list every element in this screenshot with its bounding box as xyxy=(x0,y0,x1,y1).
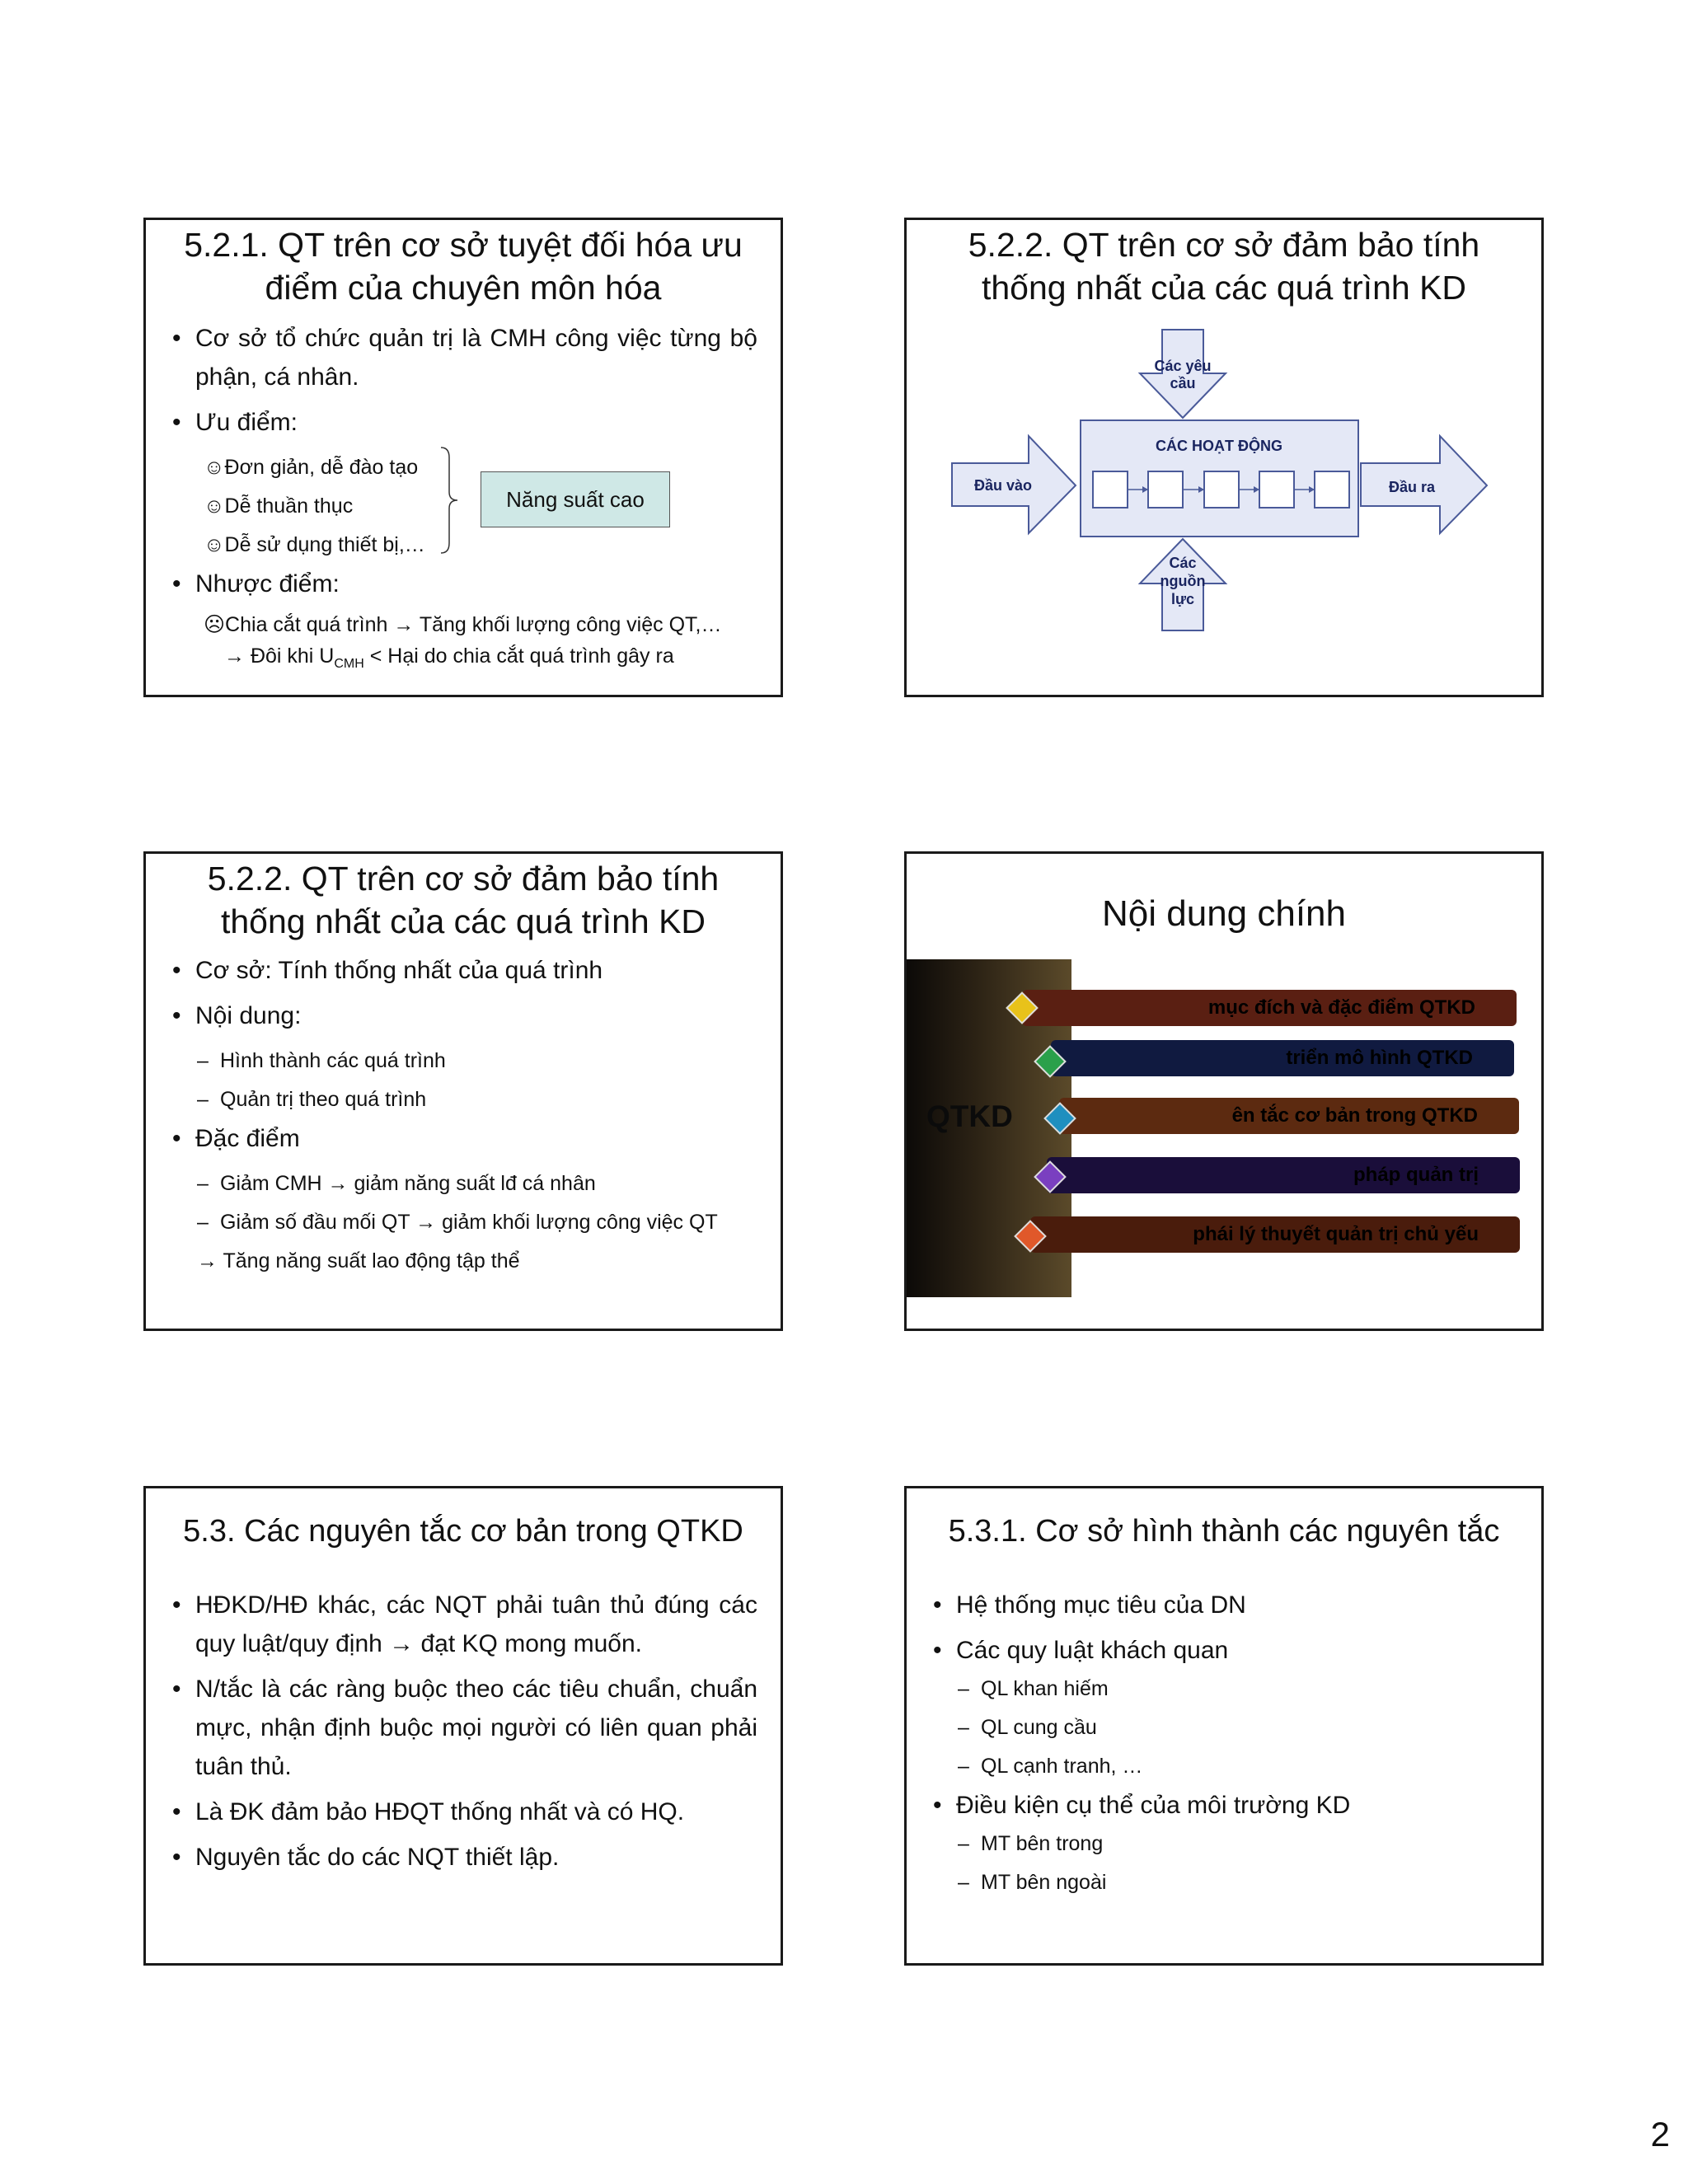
process-step xyxy=(1204,471,1239,508)
slide-5 xyxy=(143,1486,783,1966)
process-diagram xyxy=(907,220,1541,695)
bullet: • Nhược điểm: xyxy=(171,565,757,603)
slide-1 xyxy=(143,218,783,697)
content-item-bar: mục đích và đặc điểm QTKD xyxy=(1022,990,1517,1026)
resources-label: Các xyxy=(1169,555,1197,571)
process-step xyxy=(1093,471,1128,508)
process-step xyxy=(1259,471,1294,508)
qtkd-label: QTKD xyxy=(926,1099,1013,1133)
curly-brace xyxy=(439,446,459,555)
bullet: • HĐKD/HĐ khác, các NQT phải tuân thủ đúng các quy luật/quy định → đạt KQ mong muốn. xyxy=(171,1586,757,1663)
bullet: • Cơ sở: Tính thống nhất của quá trình xyxy=(171,951,757,990)
title-line: 5.2.2. QT trên cơ sở đảm bảo tính xyxy=(968,226,1480,264)
bullet: • Là ĐK đảm bảo HĐQT thống nhất và có HQ. xyxy=(171,1793,757,1831)
disadvantage-item: ☹Chia cắt quá trình → Tăng khối lượng công việc QT,… xyxy=(204,613,722,636)
resources-label: lực xyxy=(1170,591,1195,607)
slide-6-content xyxy=(931,1586,1518,1902)
bullet: • Cơ sở tổ chức quản trị là CMH công việc từng bộ phận, cá nhân. xyxy=(171,319,757,396)
sub-item: – QL khan hiếm xyxy=(931,1670,1518,1708)
content-item-bar: ên tắc cơ bản trong QTKD xyxy=(1059,1098,1519,1134)
bullet: • Điều kiện cụ thể của môi trường KD xyxy=(931,1786,1518,1825)
title-line: điểm của chuyên môn hóa xyxy=(265,269,662,307)
content-item-bar: triển mô hình QTKD xyxy=(1051,1040,1514,1076)
sub-item: – Giảm CMH → giảm năng suất lđ cá nhân xyxy=(171,1165,757,1203)
slide-5-content xyxy=(171,1586,757,1883)
content-item-bar: pháp quản trị xyxy=(1047,1157,1520,1193)
slide-4-title: Nội dung chính xyxy=(1102,893,1346,934)
title-line: thống nhất của các quá trình KD xyxy=(220,902,706,940)
resources-label: nguồn xyxy=(1160,573,1206,589)
bullet: • Nguyên tắc do các NQT thiết lập. xyxy=(171,1838,757,1877)
page-number: 2 xyxy=(1650,2115,1670,2154)
slide-5-title: 5.3. Các nguyên tắc cơ bản trong QTKD xyxy=(183,1514,743,1549)
advantage-item: ☺Dễ sử dụng thiết bị,… xyxy=(204,533,425,556)
sub-item: – MT bên trong xyxy=(931,1825,1518,1863)
bullet: • Đặc điểm xyxy=(171,1119,757,1158)
result-box: Năng suất cao xyxy=(481,471,670,527)
sub-item: – Hình thành các quá trình xyxy=(171,1042,757,1080)
feature-result: → Tăng năng suất lao động tập thể xyxy=(197,1249,520,1272)
process-step xyxy=(1148,471,1183,508)
content-item-bar: phái lý thuyết quản trị chủ yếu xyxy=(1030,1216,1520,1253)
requirements-label: Các yêu xyxy=(1154,358,1212,374)
slide-3-title xyxy=(162,857,764,943)
advantage-item: ☺Dễ thuần thục xyxy=(204,494,354,518)
slide-2 xyxy=(904,218,1544,697)
sub-item: – QL cung cầu xyxy=(931,1708,1518,1747)
bullet: • Ưu điểm: xyxy=(171,403,757,442)
advantage-item: ☺Đơn giản, dễ đào tạo xyxy=(204,456,419,479)
activities-label: CÁC HOẠT ĐỘNG xyxy=(1156,438,1282,454)
slide-1-title xyxy=(162,223,764,309)
sub-item: – Giảm số đầu mối QT → giảm khối lượng công việc QT xyxy=(171,1203,757,1242)
slide-3 xyxy=(143,851,783,1331)
title-line: thống nhất của các quá trình KD xyxy=(981,269,1467,307)
title-line: 5.2.1. QT trên cơ sở tuyệt đối hóa ưu xyxy=(184,226,743,264)
slide-6-title: 5.3.1. Cơ sở hình thành các nguyên tắc xyxy=(948,1514,1500,1549)
input-label: Đầu vào xyxy=(973,477,1033,494)
bullet: • Nội dung: xyxy=(171,996,757,1035)
disadvantage-subitem: → Đôi khi $U_{CMH}$ < Hại do chia cắt quá trình gây ra xyxy=(224,644,674,671)
sub-item: – QL cạnh tranh, … xyxy=(931,1747,1518,1786)
output-label: Đầu ra xyxy=(1388,479,1436,495)
slide-4 xyxy=(904,851,1544,1331)
bullet: • N/tắc là các ràng buộc theo các tiêu chuẩn, chuẩn mực, nhận định buộc mọi người có liên quan phải tuân thủ. xyxy=(171,1670,757,1786)
requirements-label: cầu xyxy=(1170,375,1196,391)
title-line: 5.2.2. QT trên cơ sở đảm bảo tính xyxy=(207,860,720,898)
bullet: • Hệ thống mục tiêu của DN xyxy=(931,1586,1518,1624)
bullet: • Các quy luật khách quan xyxy=(931,1631,1518,1670)
sub-item: – Quản trị theo quá trình xyxy=(171,1080,757,1119)
slide-6 xyxy=(904,1486,1544,1966)
slide-3-content xyxy=(171,951,757,1281)
process-step xyxy=(1315,471,1349,508)
sub-item: – MT bên ngoài xyxy=(931,1863,1518,1902)
